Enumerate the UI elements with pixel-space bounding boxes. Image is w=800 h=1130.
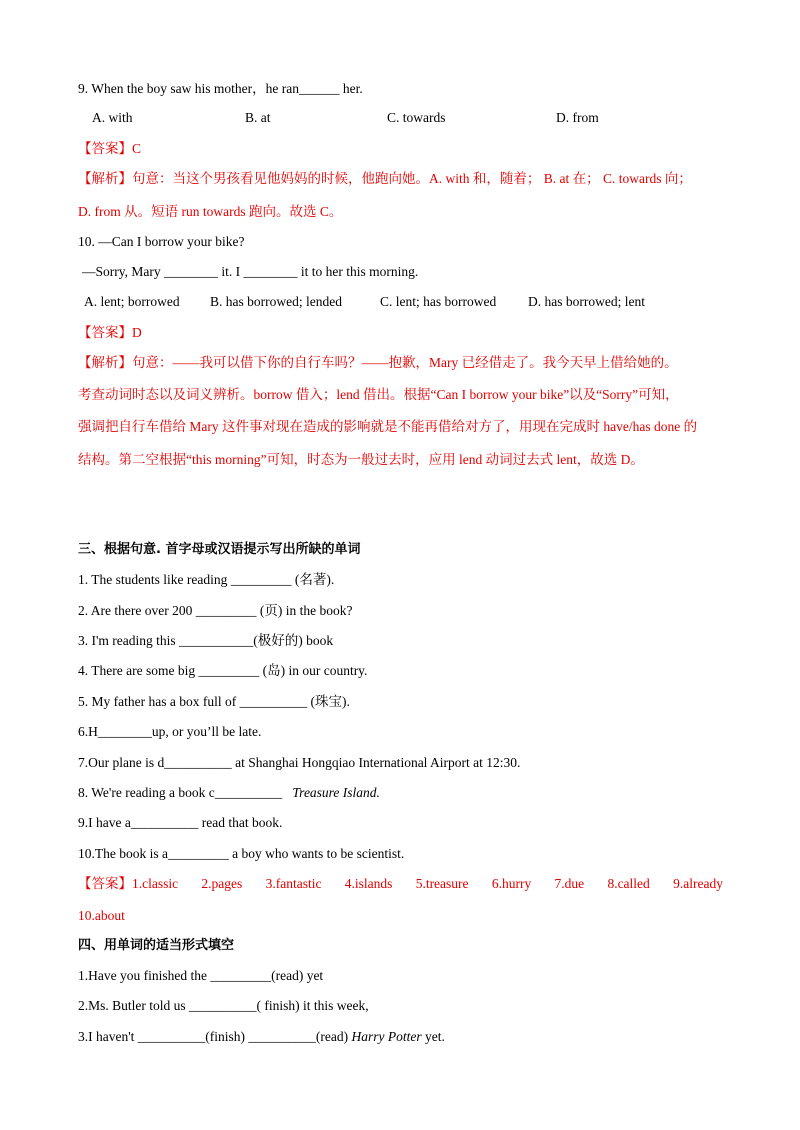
section3-item-3: 3. I'm reading this ___________(极好的) book [78,633,334,648]
section3-answer-3: 3.fantastic [265,876,322,891]
section4-item-3 [78,1028,445,1046]
section3-item-2: 2. Are there over 200 _________ (页) in the book? [78,603,353,618]
q10-stem: 10. —Can I borrow your bike? [78,234,245,249]
section4-item-2: 2.Ms. Butler told us __________( finish) it this week, [78,998,369,1013]
section3-item-9: 9.I have a__________ read that book. [78,815,283,830]
q9-option-c: C. towards [387,110,446,125]
q10-analysis-line3: 强调把自行车借给 Mary 这件事对现在造成的影响就是不能再借给对方了，用现在完成时 have/has done 的 [78,419,698,434]
section4-item-3-end: yet. [421,1029,445,1044]
q9-option-b: B. at [245,110,271,125]
section3-item-8-text: 8. We're reading a book c__________ [78,785,283,800]
section3-answer-1: 【答案】1.classic [78,876,179,891]
section3-title: 三、根据句意. 首字母或汉语提示写出所缺的单词 [78,542,361,557]
q10-option-a: A. lent; borrowed [84,294,180,309]
q10-analysis-line4: 结构。第二空根据“this morning”可知，时态为一般过去时，应用 lend 动词过去式 lent，故选 D。 [78,452,644,467]
q10-option-c: C. lent; has borrowed [380,294,497,309]
section3-answer-9: 9.already [673,876,723,891]
section3-answer-8: 8.called [607,876,650,891]
q9-analysis-line1: 【解析】句意：当这个男孩看见他妈妈的时候，他跑向她。A. with 和，随着； B. at 在； C. towards 向； [78,171,692,186]
q9-analysis-line2: D. from 从。短语 run towards 跑向。故选 C。 [78,204,343,219]
q10-option-b: B. has borrowed; lended [210,294,342,309]
section3-item-5: 5. My father has a box full of __________ (珠宝). [78,694,350,709]
section3-answer-2: 2.pages [201,876,243,891]
section3-item-7: 7.Our plane is d__________ at Shanghai Hongqiao International Airport at 12:30. [78,755,521,770]
section4-item-1: 1.Have you finished the _________(read) yet [78,968,324,983]
section3-answer-5: 5.treasure [415,876,469,891]
section3-item-4: 4. There are some big _________ (岛) in our country. [78,663,368,678]
q10-analysis-line2: 考查动词时态以及词义辨析。borrow 借入；lend 借出。根据“Can I borrow your bike”以及“Sorry”可知， [78,387,679,402]
section4-item-3-text: 3.I haven't __________(finish) __________(read) [78,1029,352,1044]
q9-answer: 【答案】C [78,141,142,156]
q9-option-d: D. from [556,110,599,125]
q10-option-d: D. has borrowed; lent [528,294,645,309]
section3-item-8-title: Treasure Island. [292,785,380,800]
section3-answers [78,875,723,893]
section3-item-8 [78,784,380,802]
section4-item-3-title: Harry Potter [351,1029,422,1044]
section4-title: 四、用单词的适当形式填空 [78,938,235,953]
section3-answer-4: 4.islands [344,876,393,891]
q10-analysis-line1: 【解析】句意：——我可以借下你的自行车吗？——抱歉，Mary 已经借走了。我今天早上借给她的。 [78,355,678,370]
section3-answer-10: 10.about [78,908,125,923]
q10-answer: 【答案】D [78,325,142,340]
q10-line2: —Sorry, Mary ________ it. I ________ it to her this morning. [82,264,419,279]
section3-item-1: 1. The students like reading _________ (名著). [78,572,335,587]
section3-item-10: 10.The book is a_________ a boy who wants to be scientist. [78,846,405,861]
q9-option-a: A. with [92,110,133,125]
section3-answer-7: 7.due [554,876,585,891]
q9-stem: 9. When the boy saw his mother，he ran______ her. [78,81,363,96]
section3-item-6: 6.H________up, or you’ll be late. [78,724,262,739]
section3-answer-6: 6.hurry [491,876,532,891]
